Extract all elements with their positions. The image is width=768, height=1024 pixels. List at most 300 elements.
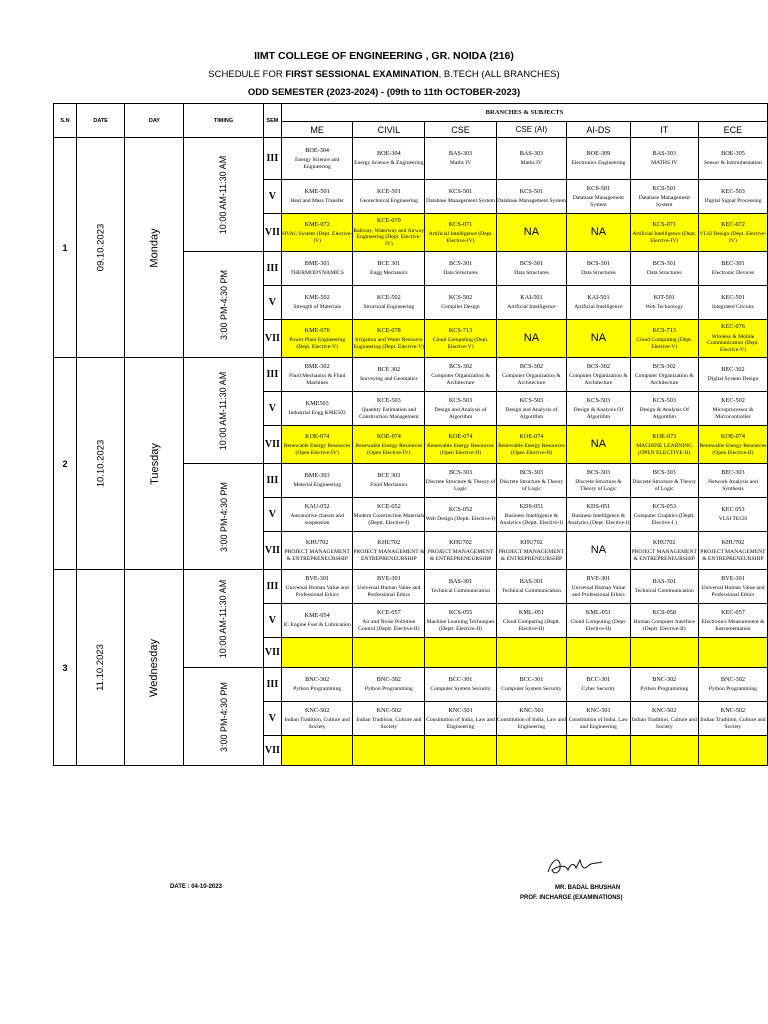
subject-cell bbox=[425, 286, 496, 320]
subject-name: Heat and Mass Transfer bbox=[290, 198, 344, 205]
subject-name: Database Management System bbox=[638, 195, 690, 208]
subject-name: Digital Signal Processing bbox=[704, 198, 762, 205]
subject-cell bbox=[630, 570, 698, 604]
subject-code: BCS-302 bbox=[519, 362, 543, 370]
subject-name: Cloud Computing (Dept. Elective-V) bbox=[432, 337, 489, 350]
subject-code: KCS-501 bbox=[448, 187, 473, 195]
subject-name: Universal Human Value and Professional Ethics bbox=[285, 585, 349, 598]
schedule-bold: FIRST SESSIONAL EXAMINATION bbox=[285, 69, 439, 80]
subject-name: Database Management System bbox=[426, 198, 495, 205]
subject-name: Geotechnical Engineering bbox=[359, 198, 418, 205]
subject-cell bbox=[567, 702, 630, 736]
subject-cell bbox=[698, 464, 767, 498]
subject-name: Database Management System bbox=[496, 198, 566, 205]
subject-code: KCS-503 bbox=[519, 396, 544, 404]
semester-label: VII bbox=[263, 532, 281, 570]
not-applicable: NA bbox=[523, 225, 540, 238]
footer-date: DATE : 04-10-2023 bbox=[170, 884, 222, 890]
subject-name: Digital System Design bbox=[707, 376, 759, 383]
subject-cell bbox=[282, 532, 353, 570]
subject-name: Engg Mechanics bbox=[370, 270, 408, 277]
subject-code: KOE-074 bbox=[376, 432, 401, 440]
subject-code: BOE-305 bbox=[721, 149, 745, 157]
subject-cell bbox=[353, 638, 425, 668]
subject-cell bbox=[282, 736, 353, 766]
subject-name: Design & Analysis Of Algorithm bbox=[573, 407, 624, 420]
subject-cell bbox=[353, 570, 425, 604]
subject-code: BVE-301 bbox=[586, 574, 611, 582]
subject-cell bbox=[698, 604, 767, 638]
subject-name: Python Programming bbox=[640, 686, 689, 693]
subject-cell bbox=[567, 604, 630, 638]
subject-cell bbox=[353, 736, 425, 766]
subject-code: BCC-301 bbox=[586, 675, 611, 683]
subject-code: BNC-302 bbox=[720, 675, 745, 683]
subject-code: KDS-051 bbox=[519, 502, 544, 510]
exam-timing bbox=[184, 464, 263, 570]
subject-name: Cloud Computing (Dept. Elective-II) bbox=[570, 619, 627, 632]
subject-code: KCS-052 bbox=[448, 505, 473, 513]
subject-cell bbox=[630, 736, 698, 766]
subject-code: BCC-301 bbox=[448, 675, 473, 683]
header-timing: TIMING bbox=[184, 104, 263, 138]
subject-cell bbox=[630, 138, 698, 180]
subject-code: KCE-502 bbox=[376, 293, 401, 301]
subject-code: KML-051 bbox=[585, 608, 611, 616]
subject-name: PROJECT MANAGEMENT & ENTREPRENEURSHIP bbox=[700, 549, 766, 562]
subject-cell bbox=[425, 668, 496, 702]
subject-cell bbox=[425, 426, 496, 464]
subject-cell bbox=[630, 702, 698, 736]
subject-cell bbox=[698, 702, 767, 736]
semester-label: V bbox=[263, 702, 281, 736]
subject-code: KOE-074 bbox=[448, 432, 473, 440]
semester-label: III bbox=[263, 252, 281, 286]
subject-code: KNC-502 bbox=[376, 706, 402, 714]
subject-name: Constitution of India, Law and Engineering bbox=[568, 717, 629, 730]
serial-number: 2 bbox=[54, 358, 77, 570]
subject-code: BAS-303 bbox=[448, 149, 473, 157]
subject-cell bbox=[282, 358, 353, 392]
subject-cell bbox=[567, 252, 630, 286]
subject-cell bbox=[496, 138, 567, 180]
subject-code: KCE-052 bbox=[376, 502, 401, 510]
semester-label: V bbox=[263, 286, 281, 320]
subject-name: Sensor & Instrumentation bbox=[704, 160, 762, 167]
not-applicable: NA bbox=[590, 437, 607, 450]
subject-code: KDS-051 bbox=[586, 502, 611, 510]
header-day: DAY bbox=[125, 104, 184, 138]
subject-name: Railway, Waterway and Airway Engineering (Dept. Elective-IV) bbox=[353, 227, 425, 248]
semester-label: VII bbox=[263, 736, 281, 766]
subject-cell bbox=[282, 604, 353, 638]
exam-day bbox=[125, 138, 184, 358]
subject-cell bbox=[353, 532, 425, 570]
subject-name: IC Engine Fuel & Lubrication bbox=[283, 622, 351, 629]
subject-name: Indian Tradition, Culture and Society bbox=[700, 717, 766, 730]
subject-cell bbox=[567, 532, 630, 570]
exam-date-text: 09.10.2023 bbox=[95, 223, 107, 272]
subject-code: KCE-503 bbox=[376, 396, 401, 404]
subject-code: KEC-501 bbox=[721, 293, 745, 301]
subject-cell bbox=[282, 180, 353, 214]
subject-name: Python Programming bbox=[293, 686, 342, 693]
subject-name: Wireless & Mobile Communication (Dept. Elective-V) bbox=[707, 333, 759, 354]
subject-cell bbox=[630, 464, 698, 498]
subject-code: KCS-055 bbox=[448, 608, 473, 616]
subject-name: Network Analysis and Synthesis bbox=[708, 479, 758, 492]
not-applicable: NA bbox=[523, 331, 540, 344]
semester-label: III bbox=[263, 668, 281, 702]
subject-cell bbox=[630, 286, 698, 320]
subject-code: KEC-072 bbox=[721, 220, 745, 228]
subject-code: KEC-057 bbox=[721, 608, 745, 616]
subject-cell bbox=[496, 286, 567, 320]
subject-code: BNC-302 bbox=[305, 675, 330, 683]
subject-name: Universal Human Value and Professional Ethics bbox=[357, 585, 421, 598]
subject-code: KNC-502 bbox=[652, 706, 677, 714]
subject-cell bbox=[353, 604, 425, 638]
subject-name: Computer Organization & Architecture bbox=[634, 373, 694, 386]
subject-cell bbox=[282, 320, 353, 358]
subject-cell bbox=[353, 426, 425, 464]
semester-label: III bbox=[263, 358, 281, 392]
subject-code: KIT-501 bbox=[653, 293, 675, 301]
subject-name: Industrial Engg KME503 bbox=[288, 410, 346, 417]
subject-code: KME-076 bbox=[304, 326, 330, 334]
exam-date-text: 10.10.2023 bbox=[95, 439, 107, 488]
subject-cell bbox=[425, 638, 496, 668]
subject-code: BVE-301 bbox=[305, 574, 330, 582]
header-branches-group: BRANCHES & SUBJECTS bbox=[282, 104, 768, 122]
exam-day-text: Wednesday bbox=[148, 638, 161, 697]
subject-cell bbox=[567, 180, 630, 214]
subject-name: Computer Organization & Architecture bbox=[431, 373, 490, 386]
exam-date bbox=[76, 570, 125, 766]
subject-code: KOE-074 bbox=[305, 432, 330, 440]
subject-name: Quantity Estimation and Construction Management bbox=[359, 407, 419, 420]
subject-code: BCS-303 bbox=[586, 468, 610, 476]
subject-code: KCS-071 bbox=[448, 220, 473, 228]
subject-cell bbox=[630, 638, 698, 668]
subject-cell bbox=[567, 668, 630, 702]
subject-code: KHU702 bbox=[652, 538, 676, 546]
header-sem: SEM bbox=[263, 104, 281, 138]
subject-name: Data Structures bbox=[443, 270, 478, 277]
subject-name: Cyber Security bbox=[581, 686, 616, 693]
subject-code: KOE-074 bbox=[720, 432, 745, 440]
subject-cell bbox=[698, 392, 767, 426]
semester-title: ODD SEMESTER (2023-2024) - (09th to 11th OCTOBER-2023) bbox=[247, 87, 521, 98]
not-applicable: NA bbox=[590, 331, 607, 344]
subject-cell bbox=[567, 214, 630, 252]
subject-name: PROJECT MANAGEMENT & ENTREPRENEURSHIP bbox=[353, 549, 425, 562]
subject-code: BNC-302 bbox=[376, 675, 401, 683]
subject-name: Discrete Structure & Theory of Logic bbox=[575, 479, 622, 492]
exam-day-text: Tuesday bbox=[148, 442, 161, 485]
subject-name: Indian Tradition, Culture and Society bbox=[356, 717, 422, 730]
semester-label: VII bbox=[263, 638, 281, 668]
subject-code: KNC-501 bbox=[448, 706, 473, 714]
subject-cell bbox=[496, 736, 567, 766]
subject-cell bbox=[698, 252, 767, 286]
subject-code: KEC-503 bbox=[721, 187, 745, 195]
subject-code: KNC-502 bbox=[720, 706, 746, 714]
semester-label: III bbox=[263, 570, 281, 604]
subject-name: Energy Science and Engineering bbox=[295, 157, 340, 170]
branch-header: IT bbox=[630, 122, 698, 138]
subject-name: Maths IV bbox=[449, 160, 472, 167]
exam-day-text: Monday bbox=[148, 227, 161, 268]
subject-code: KHU702 bbox=[449, 538, 472, 546]
subject-name: Electronic Devices bbox=[711, 270, 755, 277]
subject-code: BOE-304 bbox=[376, 149, 401, 157]
exam-day bbox=[125, 570, 184, 766]
subject-cell bbox=[698, 498, 767, 532]
subject-code: BEC-302 bbox=[721, 365, 745, 373]
subject-name: Renewable Energy Resources (Open Elective-II) bbox=[498, 443, 565, 456]
subject-name: Computer System Security bbox=[430, 686, 491, 693]
subject-name: Modern Construction Materials (Deptt. Elective-I) bbox=[353, 513, 425, 526]
subject-cell bbox=[698, 668, 767, 702]
subject-cell bbox=[698, 736, 767, 766]
subject-cell bbox=[567, 498, 630, 532]
subject-name: PROJECT MANAGEMENT & ENTREPRENEURSHIP bbox=[427, 549, 494, 562]
exam-date bbox=[76, 358, 125, 570]
subject-name: Technical Communication bbox=[634, 588, 694, 595]
subject-code: KCE-501 bbox=[376, 187, 401, 195]
branch-header: CSE bbox=[425, 122, 496, 138]
subject-name: Data Structures bbox=[514, 270, 549, 277]
subject-cell bbox=[496, 668, 567, 702]
subject-name: Technical Communication bbox=[430, 588, 491, 595]
subject-code: BOE-309 bbox=[586, 149, 611, 157]
subject-code: KAU-052 bbox=[304, 502, 330, 510]
subject-name: PROJECT MANAGEMENT & ENTREPRENEURSHIP bbox=[631, 549, 697, 562]
subject-code: BME-301 bbox=[304, 259, 330, 267]
subject-code: BEC-301 bbox=[721, 259, 745, 267]
subject-cell bbox=[496, 180, 567, 214]
subject-name: Energy Science & Engineering bbox=[354, 160, 424, 167]
subject-name: Machine Learning Techniques (Deptt. Elective-II) bbox=[426, 619, 495, 632]
subject-code: BCS-301 bbox=[652, 259, 676, 267]
subject-code: BAS-303 bbox=[519, 149, 544, 157]
subject-cell bbox=[425, 358, 496, 392]
not-applicable: NA bbox=[590, 225, 607, 238]
subject-code: BCS-303 bbox=[519, 468, 543, 476]
semester-label: V bbox=[263, 180, 281, 214]
subject-code: KCS-502 bbox=[448, 293, 473, 301]
subject-code: BNC-302 bbox=[652, 675, 677, 683]
subject-name: Renewable Energy Resources (Open Elective-IV) bbox=[283, 443, 351, 456]
subject-name: Artificial Intelligence bbox=[507, 304, 556, 311]
subject-cell bbox=[567, 638, 630, 668]
subject-name: Business Intelligence & Analytics (Deptt. Elective-I) bbox=[499, 513, 564, 526]
branch-header: ME bbox=[282, 122, 353, 138]
subject-cell bbox=[698, 180, 767, 214]
subject-cell bbox=[353, 320, 425, 358]
subject-cell bbox=[496, 358, 567, 392]
subject-cell bbox=[496, 252, 567, 286]
subject-name: Fluid Mechanics & Fluid Machines bbox=[288, 373, 346, 386]
semester-label: V bbox=[263, 392, 281, 426]
subject-name: Structural Engineering bbox=[363, 304, 415, 311]
subject-cell bbox=[630, 358, 698, 392]
subject-name: Integrated Circuits bbox=[712, 304, 754, 311]
subject-code: BME-303 bbox=[304, 471, 330, 479]
subject-name: Python Programming bbox=[708, 686, 757, 693]
semester-label: VII bbox=[263, 426, 281, 464]
serial-number: 3 bbox=[54, 570, 77, 766]
subject-cell bbox=[353, 392, 425, 426]
subject-name: VLSI Design (Dept. Elective-IV) bbox=[699, 231, 767, 244]
subject-cell bbox=[567, 392, 630, 426]
subject-name: Artificial Intelligence (Dept. Elective-IV) bbox=[428, 231, 493, 244]
subject-name: Data Structures bbox=[581, 270, 616, 277]
exam-timing-text: 3:00 PM-4:30 PM bbox=[218, 681, 229, 752]
branch-header: ECE bbox=[698, 122, 767, 138]
subject-cell bbox=[353, 180, 425, 214]
subject-cell bbox=[425, 498, 496, 532]
subject-code: KAI-501 bbox=[587, 293, 610, 301]
subject-name: Automotive chassis and suspension bbox=[290, 513, 344, 526]
branch-header: CIVIL bbox=[353, 122, 425, 138]
subject-cell bbox=[496, 498, 567, 532]
subject-cell bbox=[630, 426, 698, 464]
subject-code: KCS-058 bbox=[652, 608, 676, 616]
subject-name: Artificial Intelligence bbox=[574, 304, 623, 311]
subject-cell bbox=[698, 426, 767, 464]
subject-code: KCS-071 bbox=[652, 220, 676, 228]
subject-cell bbox=[567, 426, 630, 464]
signatory-title: PROF. INCHARGE (EXAMINATIONS) bbox=[520, 895, 623, 901]
subject-name: Data Structures bbox=[646, 270, 682, 277]
subject-cell bbox=[630, 180, 698, 214]
subject-code: KCE-070 bbox=[376, 217, 401, 225]
subject-code: KCS-501 bbox=[586, 184, 611, 192]
subject-code: KNC-502 bbox=[304, 706, 330, 714]
subject-cell bbox=[496, 702, 567, 736]
subject-name: Database Management System bbox=[572, 195, 624, 208]
subject-code: BVE-301 bbox=[721, 574, 745, 582]
subject-name: Design and Analysis of Algorithm bbox=[505, 407, 558, 420]
subject-name: Renewable Energy Resources (Open Elective-II) bbox=[427, 443, 494, 456]
subject-name: PROJECT MANAGEMENT & ENTREPRENEURSHIP bbox=[284, 549, 350, 562]
subject-name: Web Technology bbox=[645, 304, 684, 311]
exam-timing-text: 3:00 PM-4:30 PM bbox=[218, 481, 229, 552]
subject-code: KHU702 bbox=[721, 538, 745, 546]
subject-name: Electronics Measurement & Instrumentation bbox=[701, 619, 765, 632]
subject-name: Strength of Materials bbox=[293, 304, 341, 311]
subject-code: BCS-302 bbox=[449, 362, 473, 370]
subject-name: Constitution of India, Law and Engineering bbox=[497, 717, 566, 730]
subject-name: Python Programming bbox=[364, 686, 413, 693]
subject-cell bbox=[496, 426, 567, 464]
exam-day bbox=[125, 358, 184, 570]
subject-code: BCE 301 bbox=[377, 259, 401, 267]
subject-name: Discrete Structure & Theory of Logic bbox=[425, 479, 496, 492]
subject-code: BAS-303 bbox=[652, 149, 676, 157]
college-title: IIMT COLLEGE OF ENGINEERING , GR. NOIDA (216) bbox=[254, 50, 514, 62]
subject-name: Indian Tradition, Culture and Society bbox=[631, 717, 697, 730]
subject-code: BCS-302 bbox=[586, 362, 610, 370]
subject-cell bbox=[698, 358, 767, 392]
subject-name: Constitution of India, Law and Engineering bbox=[426, 717, 495, 730]
subject-cell bbox=[425, 138, 496, 180]
subject-name: Artificial Intelligence (Dept. Elective-IV) bbox=[632, 231, 697, 244]
subject-cell bbox=[282, 638, 353, 668]
subject-cell bbox=[567, 570, 630, 604]
subject-name: Electronics Engineering bbox=[571, 160, 626, 167]
subject-name: Universal Human Value and Professional Ethics bbox=[571, 585, 626, 598]
subject-name: Computer Graphics (Deptt. Elective-I ) bbox=[633, 513, 695, 526]
subject-code: KEC-076 bbox=[721, 323, 745, 331]
subject-code: KEC-502 bbox=[721, 396, 745, 404]
exam-timing-text: 3:00 PM-4:30 PM bbox=[218, 269, 229, 340]
subject-cell bbox=[698, 286, 767, 320]
subject-cell bbox=[282, 570, 353, 604]
subject-name: VLSI TECH bbox=[718, 516, 748, 523]
subject-cell bbox=[630, 320, 698, 358]
subject-name: Web Design (Deptt. Elective-I) bbox=[425, 516, 496, 523]
subject-cell bbox=[282, 426, 353, 464]
subject-cell bbox=[567, 358, 630, 392]
subject-cell bbox=[496, 532, 567, 570]
schedule-row bbox=[54, 138, 768, 180]
subject-name: Surveying and Geomatics bbox=[359, 376, 418, 383]
exam-timing-text: 10:00 AM-11:30 AM bbox=[218, 371, 229, 450]
subject-code: KME-502 bbox=[304, 293, 330, 301]
subject-code: KAI-501 bbox=[520, 293, 543, 301]
subject-cell bbox=[353, 138, 425, 180]
semester-label: V bbox=[263, 498, 281, 532]
schedule-prefix: SCHEDULE FOR bbox=[208, 69, 286, 80]
subject-name: Material Engineering bbox=[293, 482, 341, 489]
subject-code: BAS-301 bbox=[519, 577, 544, 585]
subject-cell bbox=[425, 604, 496, 638]
branch-header: AI-DS bbox=[567, 122, 630, 138]
subject-cell bbox=[353, 668, 425, 702]
subject-cell bbox=[425, 464, 496, 498]
subject-code: BCE 302 bbox=[377, 365, 401, 373]
semester-label: V bbox=[263, 604, 281, 638]
subject-cell bbox=[282, 286, 353, 320]
subject-cell bbox=[698, 570, 767, 604]
semester-label: VII bbox=[263, 214, 281, 252]
subject-name: Fluid Mechanics bbox=[370, 482, 408, 489]
subject-cell bbox=[630, 668, 698, 702]
subject-name: Computer Organization & Architecture bbox=[502, 373, 561, 386]
subject-code: KCS-503 bbox=[586, 396, 611, 404]
subject-name: Renewable Energy Resources (Open Elective-II) bbox=[699, 443, 767, 456]
subject-name: Air and Noise Pollution Control (Deptt. Elective-II) bbox=[358, 619, 420, 632]
subject-code: BME-302 bbox=[304, 362, 330, 370]
not-applicable: NA bbox=[590, 543, 607, 556]
subject-code: KCS-501 bbox=[519, 187, 544, 195]
subject-code: KME-501 bbox=[304, 187, 330, 195]
subject-cell bbox=[425, 736, 496, 766]
subject-code: KCS-503 bbox=[448, 396, 473, 404]
subject-cell bbox=[698, 532, 767, 570]
subject-code: BCC-301 bbox=[519, 675, 544, 683]
subject-name: PROJECT MANAGEMENT & ENTREPRENEURSHIP bbox=[498, 549, 565, 562]
subject-cell bbox=[282, 252, 353, 286]
subject-cell bbox=[630, 252, 698, 286]
subject-code: KCS-053 bbox=[652, 502, 676, 510]
subject-name: Microprocessor & Microcontroller bbox=[712, 407, 754, 420]
signatory-name: MR. BADAL BHUSHAN bbox=[555, 885, 621, 891]
subject-code: BVE-301 bbox=[376, 574, 401, 582]
